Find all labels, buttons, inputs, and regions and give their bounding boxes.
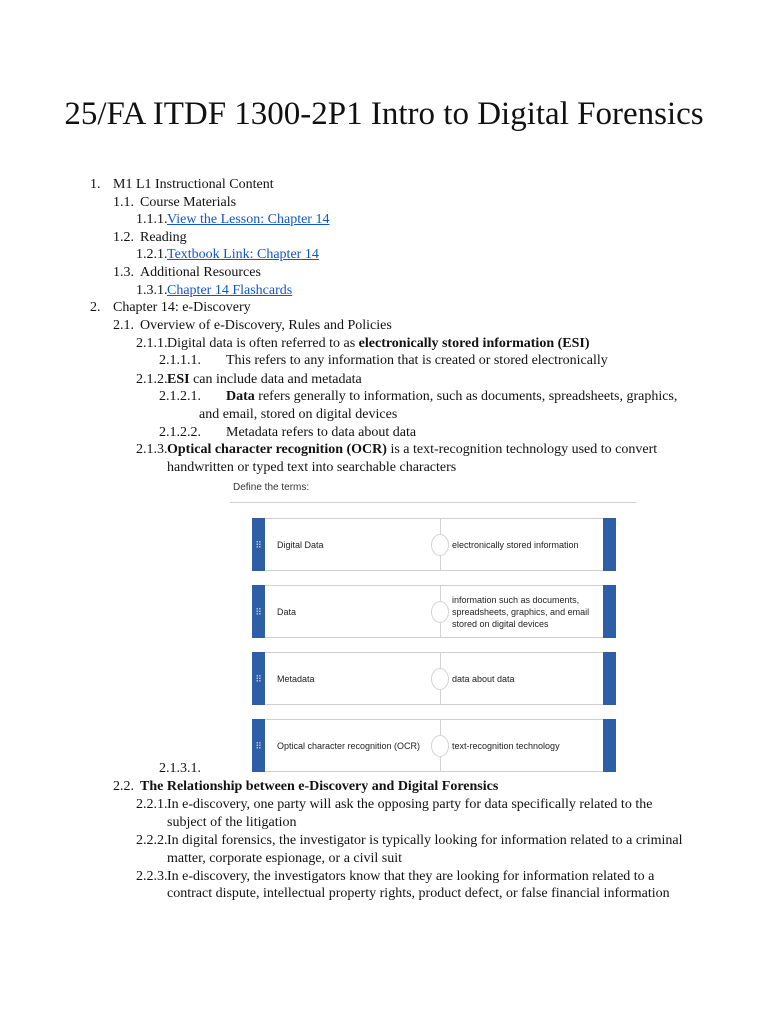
item-number: 1.2.1. — [136, 247, 168, 262]
match-pair-card — [252, 719, 616, 772]
text-run: can include data and metadata — [189, 372, 362, 387]
item-text: In digital forensics, the investigator is typically looking for information related to a criminal — [167, 833, 683, 848]
item-text: matter, corporate espionage, or a civil suit — [167, 851, 403, 866]
item-text: Chapter 14: e-Discovery — [113, 300, 251, 315]
match-definition: information such as documents, spreadsheets, graphics, and email stored on digital devices — [452, 594, 590, 629]
matching-exercise-image — [230, 480, 640, 775]
item-number: 2.2.3. — [136, 869, 168, 884]
grip-dots-icon: ⠿ — [255, 539, 262, 550]
item-number: 2.1.3. — [136, 442, 168, 457]
item-number: 2.1.2.1. — [159, 389, 201, 404]
card-edge-bar — [603, 719, 616, 772]
item-number: 1.2. — [113, 230, 134, 245]
grip-dots-icon: ⠿ — [255, 606, 262, 617]
match-pair-card — [252, 518, 616, 571]
match-definition: data about data — [452, 673, 515, 684]
item-text: Overview of e-Discovery, Rules and Policies — [140, 318, 392, 333]
puzzle-notch — [431, 601, 449, 623]
card-edge-bar — [603, 652, 616, 705]
match-term: Data — [277, 606, 297, 617]
item-text: Course Materials — [140, 195, 237, 210]
bold-term: Optical character recognition (OCR) — [167, 442, 387, 457]
match-definition: text-recognition technology — [452, 740, 560, 751]
item-number: 2.2.2. — [136, 833, 168, 848]
match-definition: electronically stored information — [452, 539, 579, 550]
puzzle-notch — [431, 735, 449, 757]
item-number: 1.3. — [113, 265, 134, 280]
drag-handle — [252, 585, 265, 638]
item-number: 1.1.1. — [136, 212, 168, 227]
item-text: Additional Resources — [140, 265, 261, 280]
drag-handle — [252, 518, 265, 571]
drag-handle — [252, 719, 265, 772]
item-number: 1.1. — [113, 195, 134, 210]
document-title: 25/FA ITDF 1300-2P1 Intro to Digital Forensics — [64, 96, 704, 132]
text-run: refers generally to information, such as documents, spreadsheets, graphics, — [254, 389, 678, 404]
item-text — [167, 335, 590, 352]
divider — [230, 502, 636, 503]
item-number: 2.2. — [113, 779, 134, 794]
bold-term: electronically stored information (ESI) — [358, 336, 590, 351]
drag-handle — [252, 652, 265, 705]
puzzle-notch — [431, 534, 449, 556]
card-edge-bar — [603, 518, 616, 571]
exercise-heading: Define the terms: — [233, 482, 310, 493]
match-term: Digital Data — [277, 539, 324, 550]
item-text: contract dispute, intellectual property rights, product defect, or false financial information — [167, 886, 670, 901]
item-number: 2.1.1.1. — [159, 353, 201, 368]
match-term: Metadata — [277, 673, 315, 684]
item-text: handwritten or typed text into searchable characters — [167, 460, 457, 475]
item-text — [226, 388, 677, 405]
item-text — [167, 441, 657, 458]
item-number: 1. — [90, 177, 101, 192]
text-run: Digital data is often referred to as — [167, 336, 359, 351]
match-term: Optical character recognition (OCR) — [277, 740, 421, 751]
bold-term: Data — [226, 389, 255, 404]
match-pair-card — [252, 652, 616, 705]
lesson-link[interactable]: View the Lesson: Chapter 14 — [167, 212, 330, 227]
item-text: M1 L1 Instructional Content — [113, 177, 274, 192]
bold-term: The Relationship between e-Discovery and Digital Forensics — [140, 779, 499, 794]
grip-dots-icon: ⠿ — [255, 740, 262, 751]
item-number: 2.2.1. — [136, 797, 168, 812]
item-text: Metadata refers to data about data — [226, 425, 417, 440]
textbook-link[interactable]: Textbook Link: Chapter 14 — [167, 247, 319, 262]
item-text — [140, 778, 498, 795]
card-edge-bar — [603, 585, 616, 638]
item-text — [167, 371, 362, 388]
item-number: 2.1.3.1. — [159, 761, 201, 776]
flashcards-link[interactable]: Chapter 14 Flashcards — [167, 283, 293, 298]
puzzle-notch — [431, 668, 449, 690]
match-pair-card — [252, 585, 616, 638]
bold-term: ESI — [167, 372, 190, 387]
text-run: is a text-recognition technology used to convert — [386, 442, 658, 457]
grip-dots-icon: ⠿ — [255, 673, 262, 684]
item-number: 1.3.1. — [136, 283, 168, 298]
item-text: and email, stored on digital devices — [199, 407, 398, 422]
item-text: subject of the litigation — [167, 815, 297, 830]
item-number: 2.1.2. — [136, 372, 168, 387]
item-number: 2. — [90, 300, 101, 315]
item-text: In e-discovery, the investigators know that they are looking for information related to a — [167, 869, 655, 884]
item-text: In e-discovery, one party will ask the opposing party for data specifically related to the — [167, 797, 653, 812]
item-number: 2.1.2.2. — [159, 425, 201, 440]
item-number: 2.1. — [113, 318, 134, 333]
item-text: Reading — [140, 230, 187, 245]
item-text: This refers to any information that is created or stored electronically — [226, 353, 608, 368]
item-number: 2.1.1. — [136, 336, 168, 351]
